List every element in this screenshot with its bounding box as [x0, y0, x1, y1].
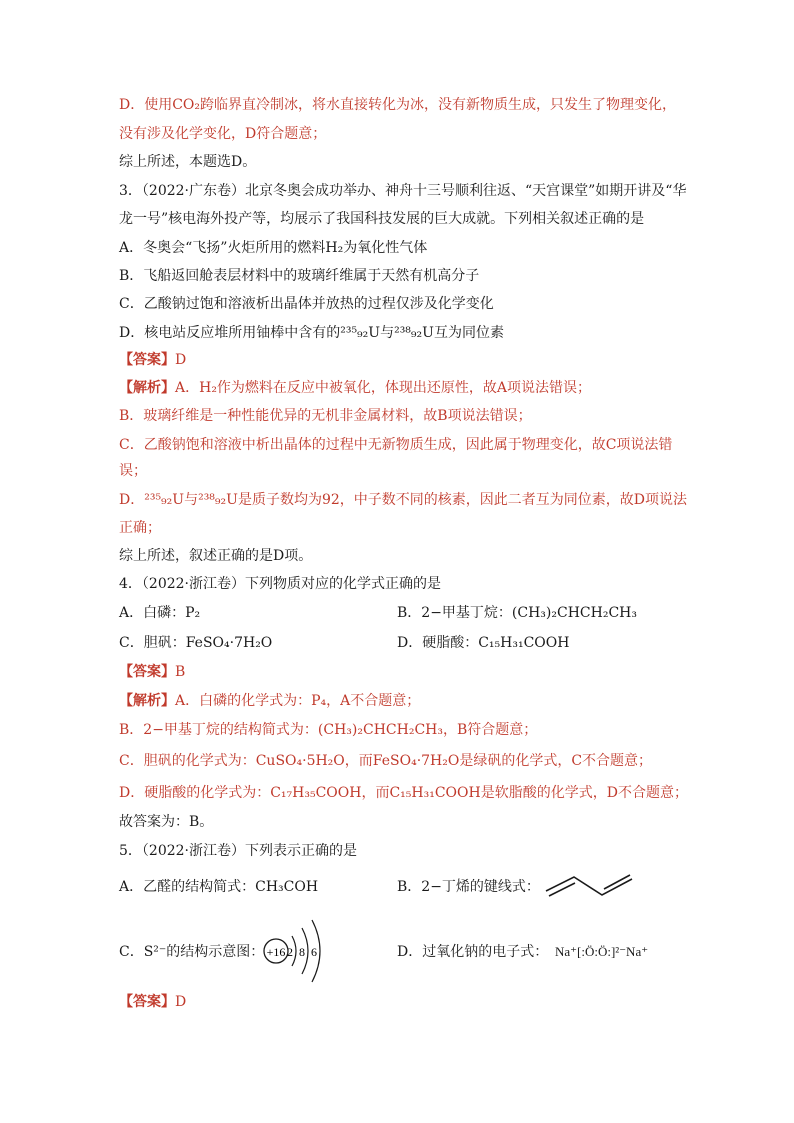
q3-analysis-c-line1: C．乙酸钠饱和溶液中析出晶体的过程中无新物质生成，因此属于物理变化，故C项说法错	[119, 437, 673, 453]
q5-option-d: D．过氧化钠的电子式：	[397, 944, 549, 960]
q4-option-d: D．硬脂酸：C₁₅H₃₁COOH	[397, 635, 570, 651]
q2-summary: 综上所述，本题选D。	[119, 154, 257, 170]
q3-analysis-d-line1: D．²³⁵₉₂U与²³⁸₉₂U是质子数均为92，中子数不同的核素，因此二者互为同位素，故D项说法	[119, 492, 687, 508]
q4-answer	[119, 662, 185, 682]
q3-option-d: D．核电站反应堆所用铀棒中含有的²³⁵₉₂U与²³⁸₉₂U互为同位素	[119, 325, 504, 341]
q3-analysis-d-line2: 正确；	[119, 520, 161, 536]
q4-stem: 4．（2022·浙江卷）下列物质对应的化学式正确的是	[119, 576, 441, 592]
analysis-text: A．H₂作为燃料在反应中被氧化，体现出还原性，故A项说法错误；	[175, 380, 592, 396]
nucleus-charge: +16	[266, 945, 286, 959]
answer-value: D	[175, 352, 187, 368]
butene-skeletal-formula	[544, 871, 636, 901]
q2-option-d-analysis-line2: 没有涉及化学变化，D符合题意；	[119, 126, 327, 142]
answer-tag: 【答案】	[119, 352, 175, 368]
shell-1-electrons: 2	[287, 945, 293, 959]
analysis-tag: 【解析】	[119, 693, 175, 709]
q3-analysis-b: B．玻璃纤维是一种性能优异的无机非金属材料，故B项说法错误；	[119, 408, 532, 424]
shell-2-electrons: 8	[299, 945, 305, 959]
q3-analysis-c-line2: 误；	[119, 463, 147, 479]
q3-option-c: C．乙酸钠过饱和溶液析出晶体并放热的过程仅涉及化学变化	[119, 296, 494, 312]
q4-option-b: B．2−甲基丁烷：(CH₃)₂CHCH₂CH₃	[397, 605, 637, 621]
q5-stem: 5．（2022·浙江卷）下列表示正确的是	[119, 843, 357, 859]
q4-analysis-c: C．胆矾的化学式为：CuSO₄·5H₂O，而FeSO₄·7H₂O是绿矾的化学式，C不合题意；	[119, 753, 653, 769]
q4-analysis-d: D．硬脂酸的化学式为：C₁₇H₃₅COOH，而C₁₅H₃₁COOH是软脂酸的化学式，D不合题意；	[119, 785, 688, 801]
q2-option-d-analysis-line1: D．使用CO₂跨临界直冷制冰，将水直接转化为冰，没有新物质生成，只发生了物理变化，	[119, 97, 677, 113]
q4-analysis-a	[119, 691, 420, 711]
answer-tag: 【答案】	[119, 994, 175, 1010]
q5-option-a: A．乙醛的结构简式：CH₃COH	[119, 879, 319, 895]
q3-option-b: B．飞船返回舱表层材料中的玻璃纤维属于天然有机高分子	[119, 268, 480, 284]
q3-stem-line1: 3．（2022·广东卷）北京冬奥会成功举办、神舟十三号顺利往返、“天宫课堂”如期开讲及“华	[119, 183, 687, 199]
q3-option-a: A．冬奥会“飞扬”火炬所用的燃料H₂为氧化性气体	[119, 240, 428, 256]
analysis-text: A．白磷的化学式为：P₄，A不合题意；	[175, 693, 421, 709]
q5-answer	[119, 992, 186, 1012]
sodium-peroxide-electron-formula: Na⁺[:Ö:Ö:]²⁻Na⁺	[555, 944, 649, 959]
sulfide-ion-structure-diagram	[262, 918, 342, 984]
q4-summary: 故答案为：B。	[119, 814, 214, 830]
answer-value: D	[175, 994, 187, 1010]
q5-option-c: C．S²⁻的结构示意图：	[119, 944, 265, 960]
q5-option-b: B．2−丁烯的键线式：	[397, 879, 540, 895]
q3-analysis-a	[119, 378, 591, 398]
analysis-tag: 【解析】	[119, 380, 175, 396]
q3-stem-line2: 龙一号”核电海外投产等，均展示了我国科技发展的巨大成就。下列相关叙述正确的是	[119, 211, 645, 227]
q3-answer	[119, 350, 186, 370]
answer-value: B	[175, 664, 186, 680]
shell-3-electrons: 6	[311, 945, 317, 959]
q4-option-a: A．白磷：P₂	[119, 605, 201, 621]
q4-option-c: C．胆矾：FeSO₄·7H₂O	[119, 635, 273, 651]
q3-summary: 综上所述，叙述正确的是D项。	[119, 548, 313, 564]
answer-tag: 【答案】	[119, 664, 175, 680]
q4-analysis-b: B．2−甲基丁烷的结构简式为：(CH₃)₂CHCH₂CH₃，B符合题意；	[119, 722, 538, 738]
